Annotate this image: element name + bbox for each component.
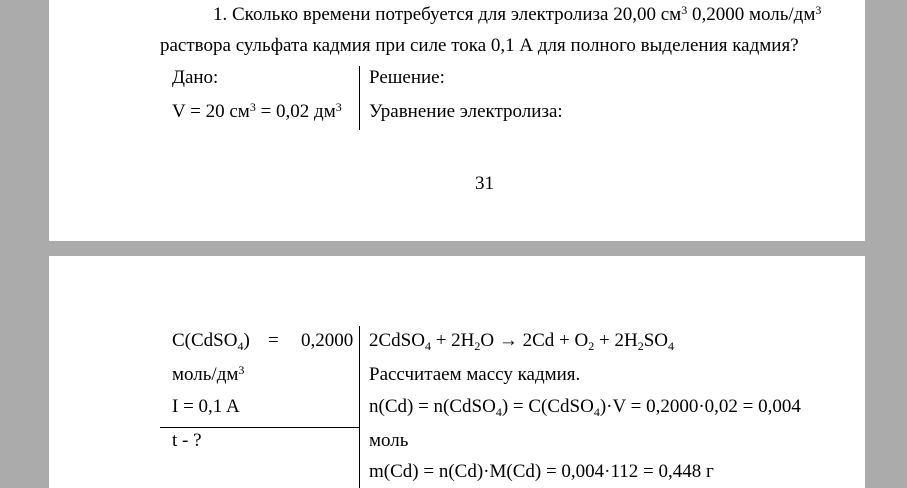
given-separator (160, 427, 359, 428)
cadmium-mass-title: Рассчитаем массу кадмия. (369, 364, 581, 385)
given-divider (359, 66, 360, 130)
electrolysis-equation-title: Уравнение электролиза: (369, 101, 563, 122)
reaction-equation: 2CdSO$_4$ + $2H_2O \to 2Cd + O_2 + 2H_2SO_4$ (369, 330, 674, 353)
problem-line-1: 1. Сколько времени потребуется для электролиза 20,00 $см^3$ 0,2000 моль/$дм^3$ (213, 3, 822, 25)
moles-unit: моль (369, 430, 409, 451)
given-volume: V = 20 $см^3 = 0,02$ $дм^3$ (172, 100, 342, 122)
given-header: Дано: (172, 67, 219, 88)
given-concentration: C(CdSO$_4$) (172, 330, 250, 353)
moles-equation: n(Cd) = n(CdSO$_4$) = C(CdSO$_4$)·V = 0,2000·0,02 = 0,004 (369, 396, 801, 419)
document-page-1 (49, 0, 865, 241)
given-current: I = 0,1 A (172, 396, 240, 417)
page-number: 31 (475, 173, 494, 194)
problem-line-2: раствора сульфата кадмия при силе тока 0,1 А для полного выделения кадмия? (160, 35, 799, 56)
solution-header: Решение: (369, 67, 445, 88)
mass-equation: m(Cd) = n(Cd)·M(Cd) = 0,004·112 = 0,448 г (369, 461, 714, 482)
given-divider-continued (359, 326, 360, 488)
given-concentration-value: 0,2000 (301, 330, 354, 351)
given-concentration-unit: моль/$дм^3$ (172, 363, 245, 385)
document-page-2 (49, 256, 865, 488)
given-concentration-equals: = (268, 330, 279, 351)
find-time: t - ? (172, 430, 202, 451)
